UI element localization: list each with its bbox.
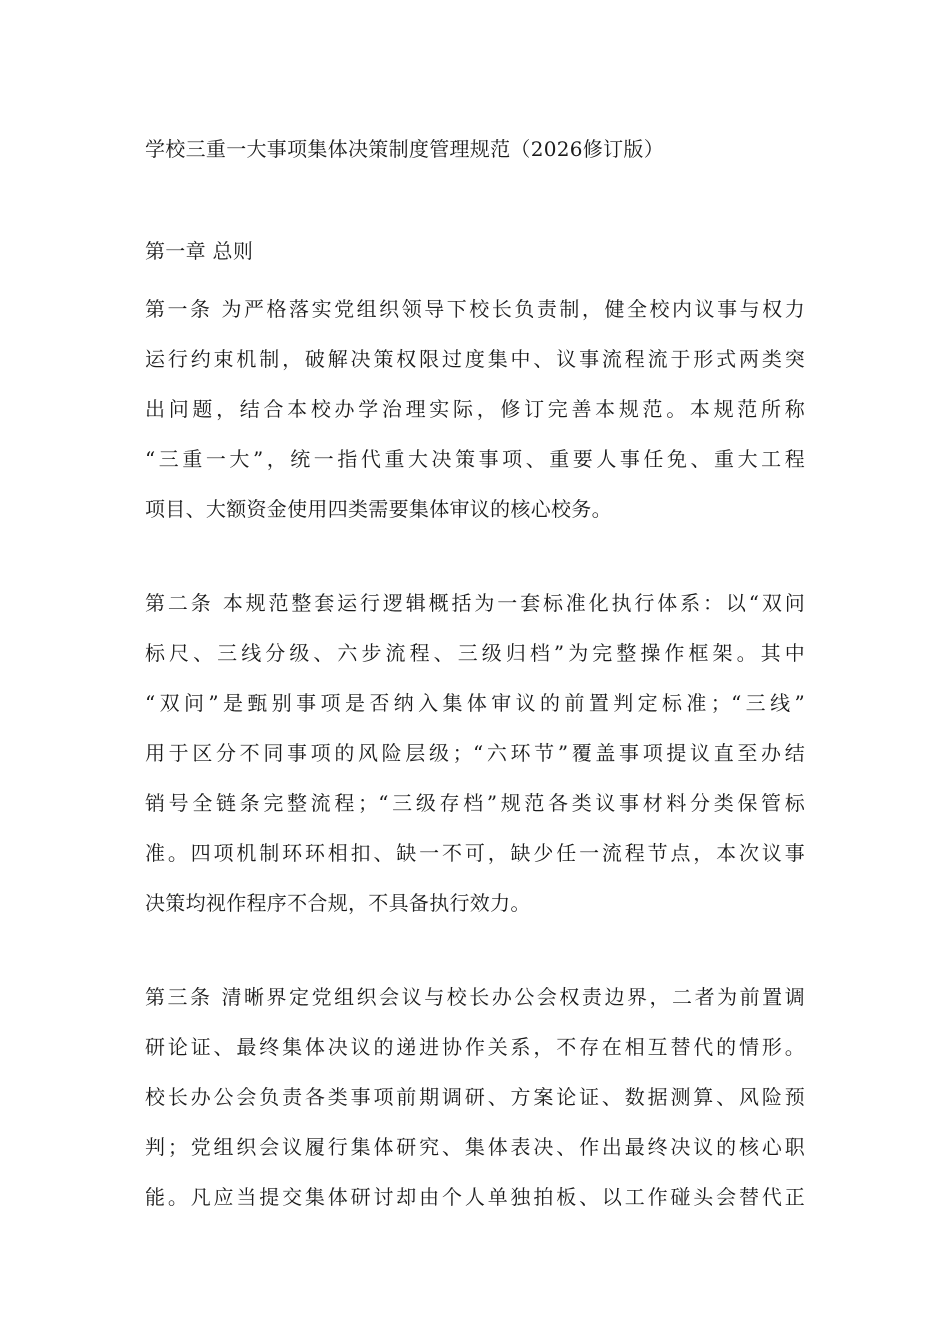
- text-line: 项目、大额资金使用四类需要集体审议的核心校务。: [145, 497, 612, 521]
- text-line: 用于区分不同事项的风险层级；“六环节”覆盖事项提议直至办结: [145, 741, 805, 765]
- text-line: 销号全链条完整流程；“三级存档”规范各类议事材料分类保管标: [145, 791, 805, 815]
- text-line: 准。四项机制环环相扣、缺一不可，缺少任一流程节点，本次议事: [145, 841, 805, 865]
- chapter-heading: 第一章 总则: [145, 239, 254, 263]
- text-line: 出问题，结合本校办学治理实际，修订完善本规范。本规范所称: [145, 397, 805, 421]
- text-line: 研论证、最终集体决议的递进协作关系，不存在相互替代的情形。: [145, 1035, 805, 1059]
- text-line: 第二条 本规范整套运行逻辑概括为一套标准化执行体系：以“双问: [145, 591, 805, 615]
- document-title: 学校三重一大事项集体决策制度管理规范（2026修订版）: [145, 137, 664, 161]
- text-line: “双问”是甄别事项是否纳入集体审议的前置判定标准；“三线”: [145, 691, 805, 715]
- article-2-paragraph: [145, 578, 805, 928]
- text-line: 校长办公会负责各类事项前期调研、方案论证、数据测算、风险预: [145, 1085, 805, 1109]
- article-3-paragraph: [145, 972, 805, 1222]
- text-line: 判；党组织会议履行集体研究、集体表决、作出最终决议的核心职: [145, 1135, 805, 1159]
- text-line: “三重一大”，统一指代重大决策事项、重要人事任免、重大工程: [145, 447, 805, 471]
- text-line: 决策均视作程序不合规，不具备执行效力。: [145, 891, 531, 915]
- article-1-paragraph: [145, 284, 805, 534]
- text-line: 第三条 清晰界定党组织会议与校长办公会权责边界，二者为前置调: [145, 985, 805, 1009]
- text-line: 第一条 为严格落实党组织领导下校长负责制，健全校内议事与权力: [145, 297, 805, 321]
- text-line: 能。凡应当提交集体研讨却由个人单独拍板、以工作碰头会替代正: [145, 1185, 805, 1209]
- text-line: 标尺、三线分级、六步流程、三级归档”为完整操作框架。其中: [145, 641, 805, 665]
- text-line: 运行约束机制，破解决策权限过度集中、议事流程流于形式两类突: [145, 347, 805, 371]
